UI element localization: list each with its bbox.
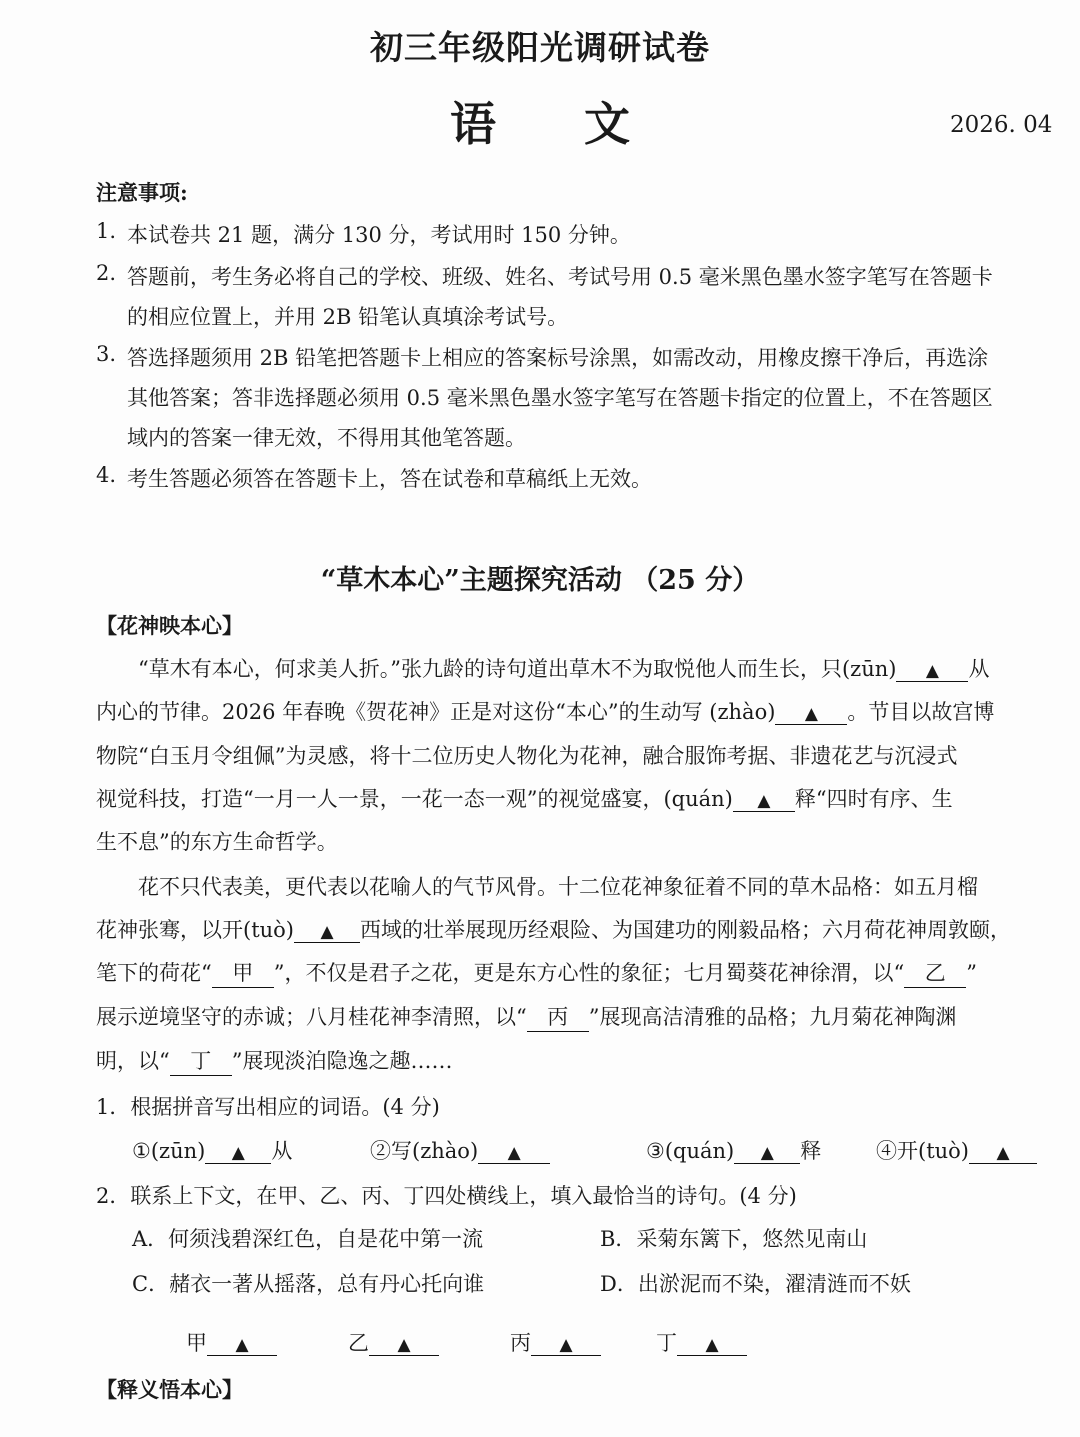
- triangle-icon: ▲: [925, 661, 939, 681]
- blank-jia: 甲: [212, 957, 274, 988]
- triangle-icon: ▲: [397, 1335, 411, 1355]
- part-heading-flower-god: 【花神映本心】: [96, 613, 243, 638]
- q2-answer-ding-label: 丁: [656, 1331, 677, 1355]
- para2-line-3-text: 笔下的荷花“: [96, 961, 212, 985]
- triangle-icon: ▲: [231, 1143, 245, 1163]
- para1-line-1-text: “草木有本心，何求美人折。”张九龄的诗句道出草木不为取悦他人而生长，只(zūn): [138, 657, 897, 681]
- notice-item-2-num: 2.: [96, 261, 117, 285]
- notice-heading: 注意事项:: [96, 180, 188, 205]
- triangle-icon: ▲: [804, 704, 818, 724]
- notice-item-3-line-2: 其他答案；答非选择题必须用 0.5 毫米黑色墨水签字笔写在答题卡指定的位置上，不在答题区: [127, 386, 993, 410]
- exam-date: 2026. 04: [950, 112, 1053, 138]
- notice-item-2-line-1: 答题前，考生务必将自己的学校、班级、姓名、考试号用 0.5 毫米黑色墨水签字笔写在答题卡: [127, 265, 993, 289]
- q2-answer-jia: [186, 1327, 277, 1357]
- notice-item-2-line-2: 的相应位置上，并用 2B 铅笔认真填涂考试号。: [127, 305, 569, 329]
- question-1-stem: 1．根据拼音写出相应的词语。(4 分): [96, 1095, 440, 1119]
- triangle-icon: ▲: [320, 922, 334, 942]
- notice-item-3-line-3: 域内的答案一律无效，不得用其他笔答题。: [127, 426, 526, 450]
- q2-answer-ding: [656, 1327, 747, 1357]
- triangle-icon: ▲: [235, 1335, 249, 1355]
- notice-item-1: 本试卷共 21 题，满分 130 分，考试用时 150 分钟。: [127, 223, 631, 247]
- q2-answer-bing: [510, 1327, 601, 1357]
- q1-item-b-label: ②写(zhào): [370, 1139, 479, 1163]
- q1-item-c: [646, 1135, 821, 1165]
- para1-line-1-end: 从: [968, 657, 990, 681]
- subject-char-2: 文: [584, 97, 630, 151]
- blank-ding: 丁: [170, 1045, 232, 1076]
- q1-item-a-end: 从: [271, 1139, 293, 1163]
- section-title: “草木本心”主题探究活动 （25 分）: [320, 565, 760, 596]
- part-heading-interpretation: 【释义悟本心】: [96, 1377, 243, 1402]
- triangle-icon: ▲: [559, 1335, 573, 1355]
- para2-line-3-mid: ”，不仅是君子之花，更是东方心性的象征；七月蜀葵花神徐渭，以“: [273, 961, 905, 985]
- notice-item-1-num: 1.: [96, 219, 117, 243]
- para1-line-4: [96, 783, 953, 813]
- blank-zhao: [775, 700, 847, 725]
- notice-item-3-num: 3.: [96, 342, 117, 366]
- q1-blank-d[interactable]: [969, 1139, 1037, 1164]
- q1-blank-a[interactable]: [205, 1139, 271, 1164]
- para2-line-1: 花不只代表美，更代表以花喻人的气节风骨。十二位花神象征着不同的草木品格：如五月榴: [138, 875, 978, 899]
- para2-line-3: [96, 957, 977, 988]
- para2-line-4: [96, 1001, 956, 1032]
- para1-line-2: [96, 696, 994, 726]
- para2-line-4-text: 展示逆境坚守的赤诚；八月桂花神李清照，以“: [96, 1005, 527, 1029]
- q1-item-c-label: ③(quán): [646, 1139, 735, 1163]
- blank-bing: 丙: [527, 1001, 589, 1032]
- q2-option-b: B．采菊东篱下，悠然见南山: [600, 1227, 868, 1251]
- q2-answer-yi-label: 乙: [348, 1331, 369, 1355]
- q2-answer-yi: [348, 1327, 439, 1357]
- subject-char-1: 语: [450, 97, 496, 151]
- q1-item-a-label: ①(zūn): [132, 1139, 206, 1163]
- para1-line-5: 生不息”的东方生命哲学。: [96, 830, 338, 854]
- question-2-stem: 2．联系上下文，在甲、乙、丙、丁四处横线上，填入最恰当的诗句。(4 分): [96, 1184, 797, 1208]
- q2-option-d: D．出淤泥而不染，濯清涟而不妖: [600, 1272, 911, 1296]
- q2-blank-bing[interactable]: [531, 1331, 601, 1356]
- para2-line-4-end: ”展现高洁清雅的品格；九月菊花神陶渊: [588, 1005, 957, 1029]
- blank-zun: [896, 657, 968, 682]
- q2-blank-yi[interactable]: [369, 1331, 439, 1356]
- para2-line-2-text: 花神张骞，以开(tuò): [96, 918, 294, 942]
- para2-line-2-end: 西域的壮举展现历经艰险、为国建功的刚毅品格；六月荷花神周敦颐，: [360, 918, 1011, 942]
- q2-option-a: A．何须浅碧深红色，自是花中第一流: [132, 1227, 484, 1251]
- q2-answer-jia-label: 甲: [186, 1331, 207, 1355]
- q1-item-c-end: 释: [800, 1139, 822, 1163]
- q1-item-b: [370, 1135, 550, 1165]
- q1-blank-b[interactable]: [478, 1139, 550, 1164]
- triangle-icon: ▲: [760, 1143, 774, 1163]
- subject-title: [0, 88, 1080, 154]
- para1-line-2-text: 内心的节律。2026 年春晚《贺花神》正是对这份“本心”的生动写 (zhào): [96, 700, 776, 724]
- triangle-icon: ▲: [757, 791, 771, 811]
- blank-quan: [733, 787, 795, 812]
- para1-line-2-end: 。节目以故宫博: [847, 700, 995, 724]
- q2-blank-jia[interactable]: [207, 1331, 277, 1356]
- triangle-icon: ▲: [996, 1143, 1010, 1163]
- para2-line-5: [96, 1045, 453, 1076]
- para2-line-5-end: ”展现淡泊隐逸之趣……: [231, 1049, 453, 1073]
- q2-blank-ding[interactable]: [677, 1331, 747, 1356]
- para1-line-1: [138, 653, 989, 683]
- triangle-icon: ▲: [507, 1143, 521, 1163]
- q2-option-c: C．赭衣一著从摇落，总有丹心托向谁: [132, 1272, 485, 1296]
- q1-blank-c[interactable]: [734, 1139, 800, 1164]
- para1-line-4-text: 视觉科技，打造“一月一人一景，一花一态一观”的视觉盛宴，(quán): [96, 787, 733, 811]
- para1-line-4-end: 释“四时有序、生: [794, 787, 953, 811]
- para2-line-2: [96, 914, 1011, 944]
- blank-tuo: [294, 918, 360, 943]
- exam-title: 初三年级阳光调研试卷: [370, 28, 710, 67]
- para2-line-3-end: ”: [966, 961, 977, 985]
- notice-item-4-num: 4.: [96, 463, 117, 487]
- notice-item-4: 考生答题必须答在答题卡上，答在试卷和草稿纸上无效。: [127, 467, 652, 491]
- para2-line-5-text: 明，以“: [96, 1049, 170, 1073]
- q2-answer-bing-label: 丙: [510, 1331, 531, 1355]
- blank-yi: 乙: [904, 957, 966, 988]
- triangle-icon: ▲: [705, 1335, 719, 1355]
- para1-line-3: 物院“白玉月令组佩”为灵感，将十二位历史人物化为花神，融合服饰考据、非遗花艺与沉浸式: [96, 744, 958, 768]
- notice-item-3-line-1: 答选择题须用 2B 铅笔把答题卡上相应的答案标号涂黑，如需改动，用橡皮擦干净后，再选涂: [127, 346, 989, 370]
- q1-item-d: [876, 1135, 1037, 1165]
- q1-item-a: [132, 1135, 292, 1165]
- q1-item-d-label: ④开(tuò): [876, 1139, 969, 1163]
